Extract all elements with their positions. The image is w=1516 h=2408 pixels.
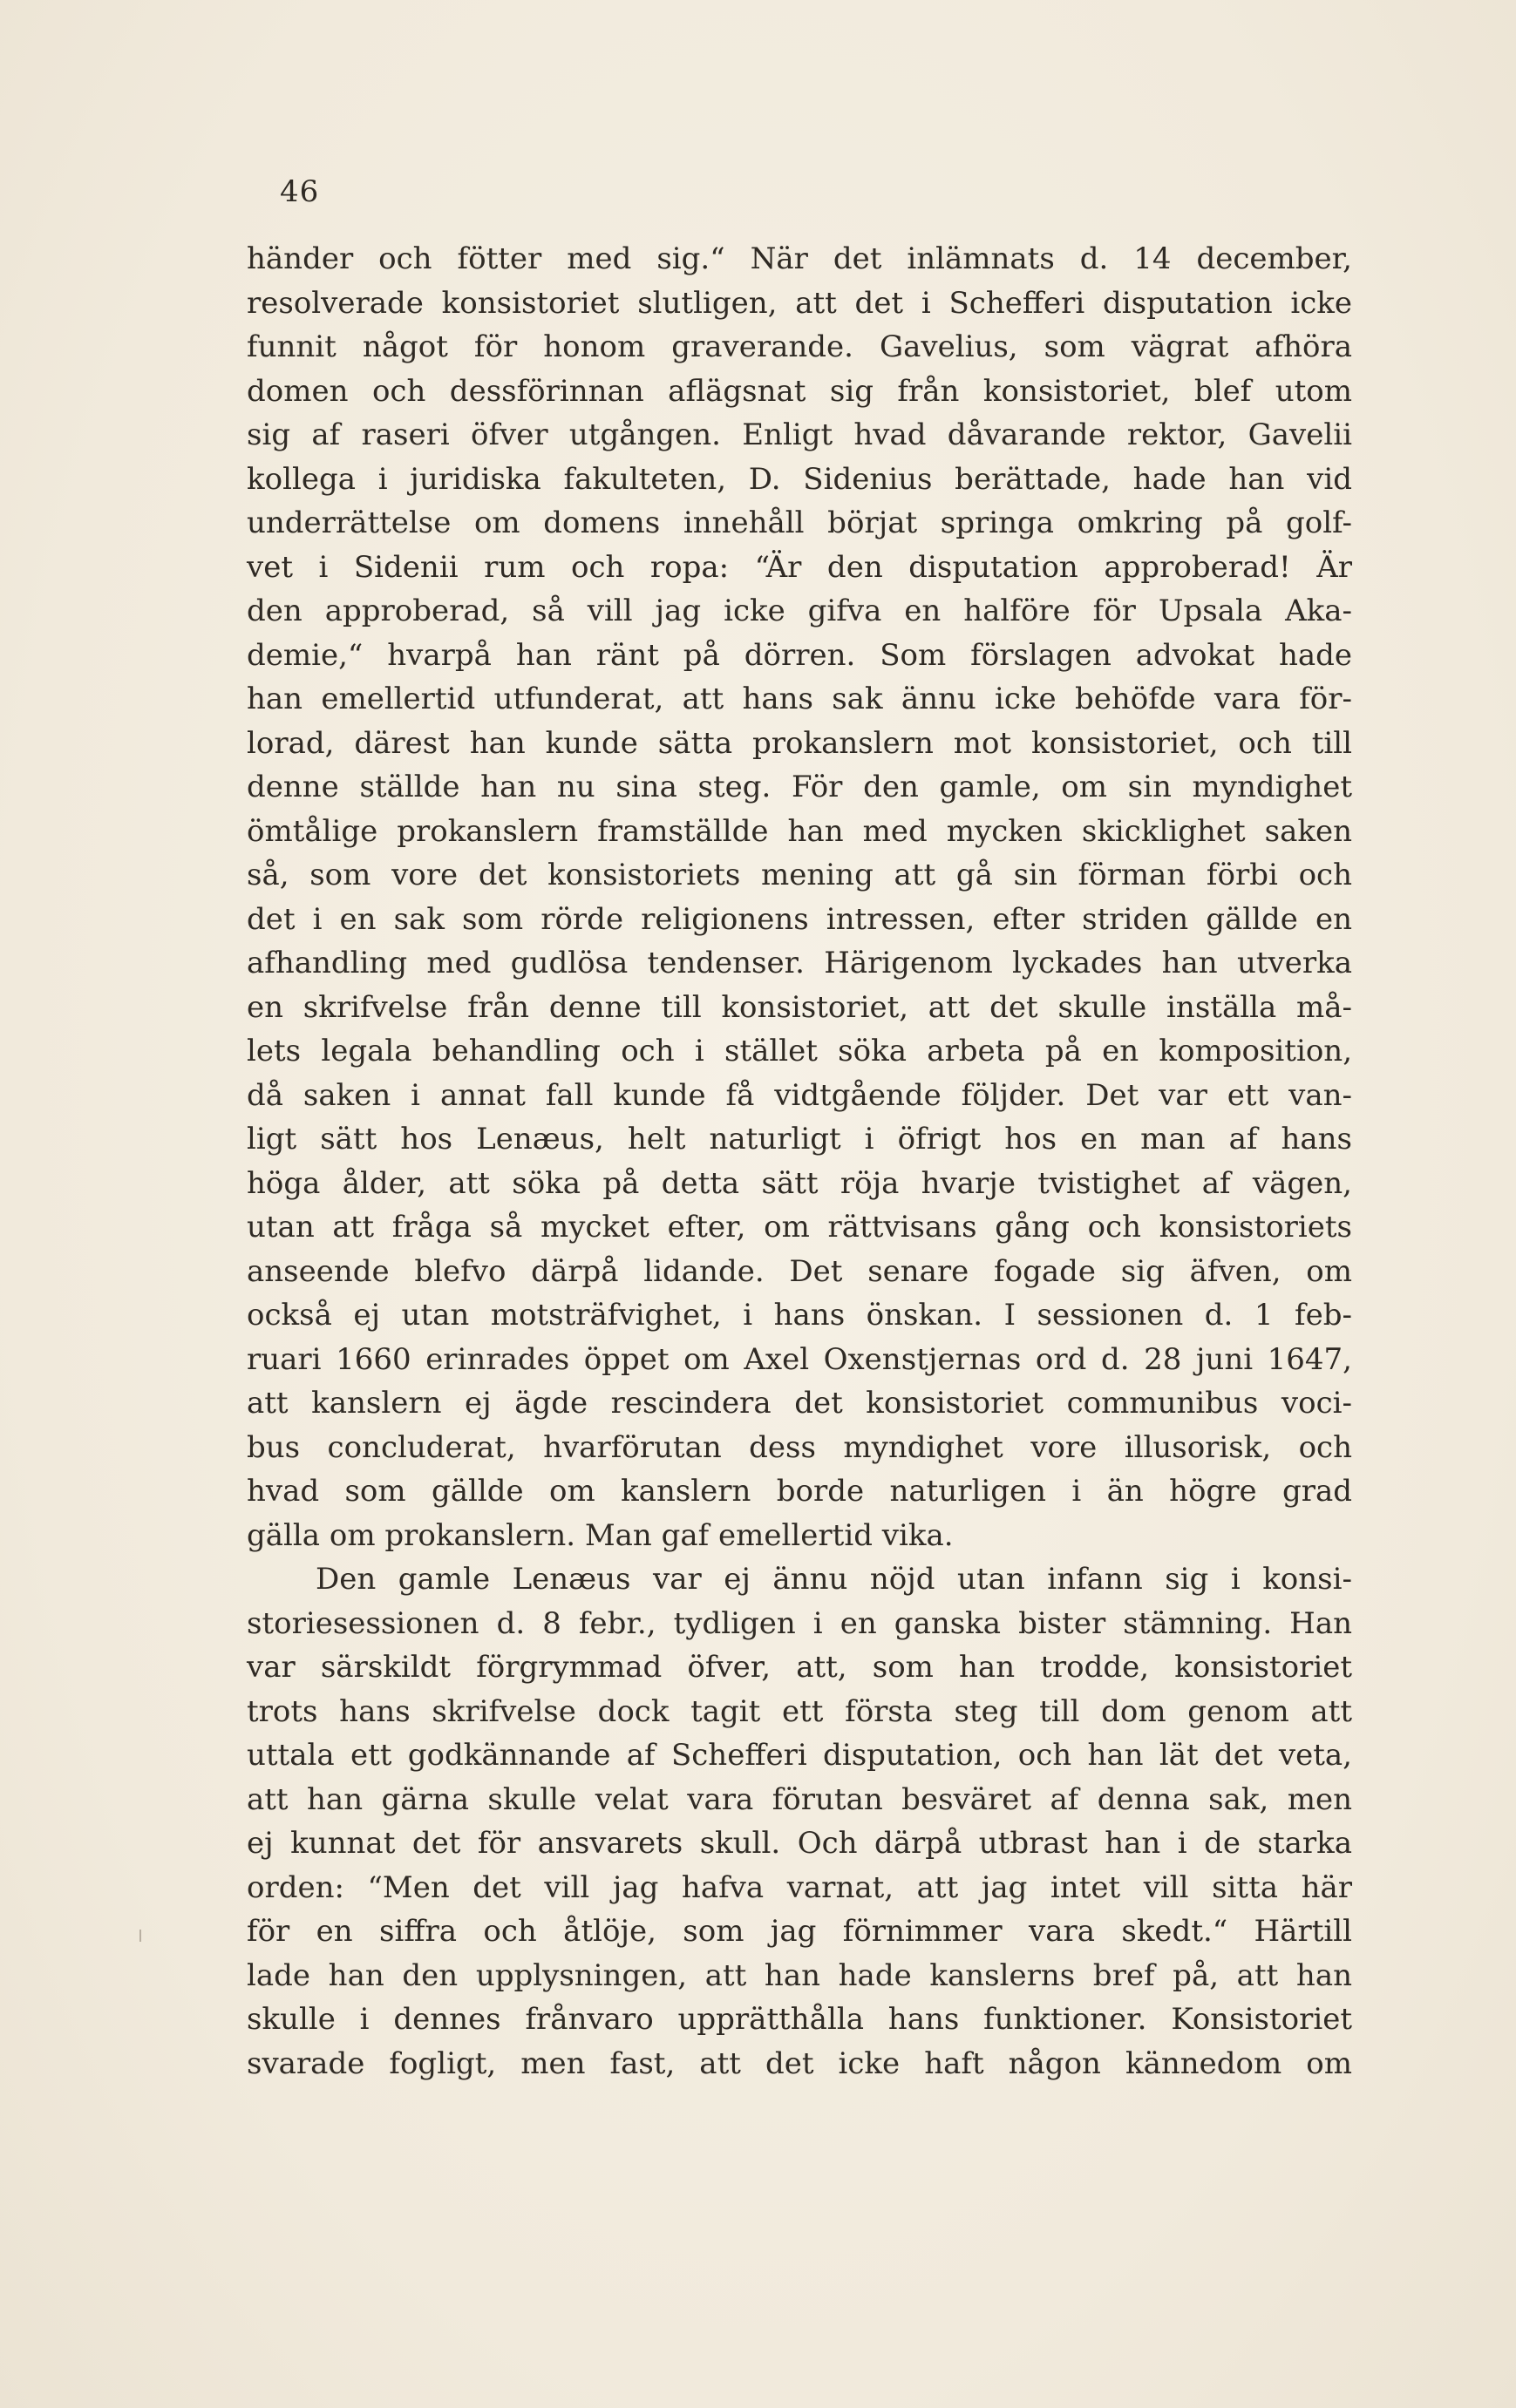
text-line: hvad som gällde om kanslern borde naturligen i än högre grad	[247, 1474, 1352, 1509]
text-line: då saken i annat fall kunde få vidtgående följder. Det var ett van-	[247, 1077, 1352, 1113]
text-line: lade han den upplysningen, att han hade kanslerns bref på, att han	[247, 1957, 1352, 1993]
text-line: uttala ett godkännande af Schefferi disputation, och han lät det veta,	[247, 1738, 1352, 1773]
text-line: svarade fogligt, men fast, att det icke haft någon kännedom om	[247, 2045, 1352, 2081]
text-line: domen och dessförinnan aflägsnat sig från konsistoriet, blef utom	[247, 373, 1352, 409]
text-line: att kanslern ej ägde rescindera det konsistoriet communibus voci-	[247, 1386, 1352, 1421]
text-line: så, som vore det konsistoriets mening att gå sin förman förbi och	[247, 858, 1352, 892]
text-line: utan att fråga så mycket efter, om rättvisans gång och konsistoriets	[247, 1210, 1352, 1245]
text-line: vet i Sidenii rum och ropa: “Är den disputation approberad! Är	[247, 549, 1352, 585]
text-line: lets legala behandling och i stället söka arbeta på en komposition,	[247, 1034, 1352, 1068]
text-line: den approberad, så vill jag icke gifva en halföre för Upsala Aka-	[247, 594, 1352, 628]
text-line: händer och fötter med sig.“ När det inlämnats d. 14 december,	[247, 241, 1352, 276]
margin-mark	[139, 1930, 141, 1942]
text-line: för en siffra och åtlöje, som jag förnimmer vara skedt.“ Härtill	[247, 1914, 1352, 1949]
text-line: ligt sätt hos Lenæus, helt naturligt i öfrigt hos en man af hans	[247, 1122, 1352, 1157]
text-line: höga ålder, att söka på detta sätt röja hvarje tvistighet af vägen,	[247, 1165, 1352, 1201]
text-line: ömtålige prokanslern framställde han med mycken skicklighet saken	[247, 813, 1352, 849]
text-line: han emellertid utfunderat, att hans sak ännu icke behöfde vara för-	[247, 682, 1352, 716]
text-line: underrättelse om domens innehåll börjat springa omkring på golf-	[247, 505, 1352, 540]
text-line: denne ställde han nu sina steg. För den gamle, om sin myndighet	[247, 770, 1352, 804]
text-line: ej kunnat det för ansvarets skull. Och därpå utbrast han i de starka	[247, 1826, 1352, 1861]
text-line: bus concluderat, hvarförutan dess myndighet vore illusorisk, och	[247, 1429, 1352, 1465]
text-line: trots hans skrifvelse dock tagit ett första steg till dom genom att	[247, 1693, 1352, 1729]
text-line: skulle i dennes frånvaro upprätthålla hans funktioner. Konsistoriet	[247, 2002, 1352, 2037]
paragraph-end-line: gälla om prokanslern. Man gaf emellertid vika.	[247, 1517, 954, 1553]
text-line: storiesessionen d. 8 febr., tydligen i en ganska bister stämning. Han	[247, 1605, 1352, 1641]
text-line: var särskildt förgrymmad öfver, att, som han trodde, konsistoriet	[247, 1650, 1352, 1685]
text-line: en skrifvelse från denne till konsistoriet, att det skulle inställa må-	[247, 989, 1352, 1025]
text-line: det i en sak som rörde religionens intressen, efter striden gällde en	[247, 901, 1352, 937]
text-line: kollega i juridiska fakulteten, D. Sidenius berättade, hade han vid	[247, 461, 1352, 497]
text-line: demie,“ hvarpå han ränt på dörren. Som förslagen advokat hade	[247, 637, 1352, 673]
paragraph-start-line: Den gamle Lenæus var ej ännu nöjd utan infann sig i konsi-	[316, 1562, 1352, 1597]
body-text	[247, 237, 1352, 2086]
page-number: 46	[280, 174, 320, 209]
text-line: anseende blefvo därpå lidande. Det senare fogade sig äfven, om	[247, 1253, 1352, 1289]
text-line: afhandling med gudlösa tendenser. Härigenom lyckades han utverka	[247, 946, 1352, 980]
text-line: funnit något för honom graverande. Gavelius, som vägrat afhöra	[247, 329, 1352, 364]
text-line: orden: “Men det vill jag hafva varnat, att jag intet vill sitta här	[247, 1869, 1352, 1905]
text-line: att han gärna skulle velat vara förutan besväret af denna sak, men	[247, 1781, 1352, 1817]
text-line: lorad, därest han kunde sätta prokanslern mot konsistoriet, och till	[247, 725, 1352, 761]
text-line: resolverade konsistoriet slutligen, att det i Schefferi disputation icke	[247, 285, 1352, 321]
text-line: ruari 1660 erinrades öppet om Axel Oxenstjernas ord d. 28 juni 1647,	[247, 1341, 1352, 1377]
text-line: också ej utan motsträfvighet, i hans önskan. I sessionen d. 1 feb-	[247, 1298, 1352, 1333]
text-line: sig af raseri öfver utgången. Enligt hvad dåvarande rektor, Gavelii	[247, 417, 1352, 452]
